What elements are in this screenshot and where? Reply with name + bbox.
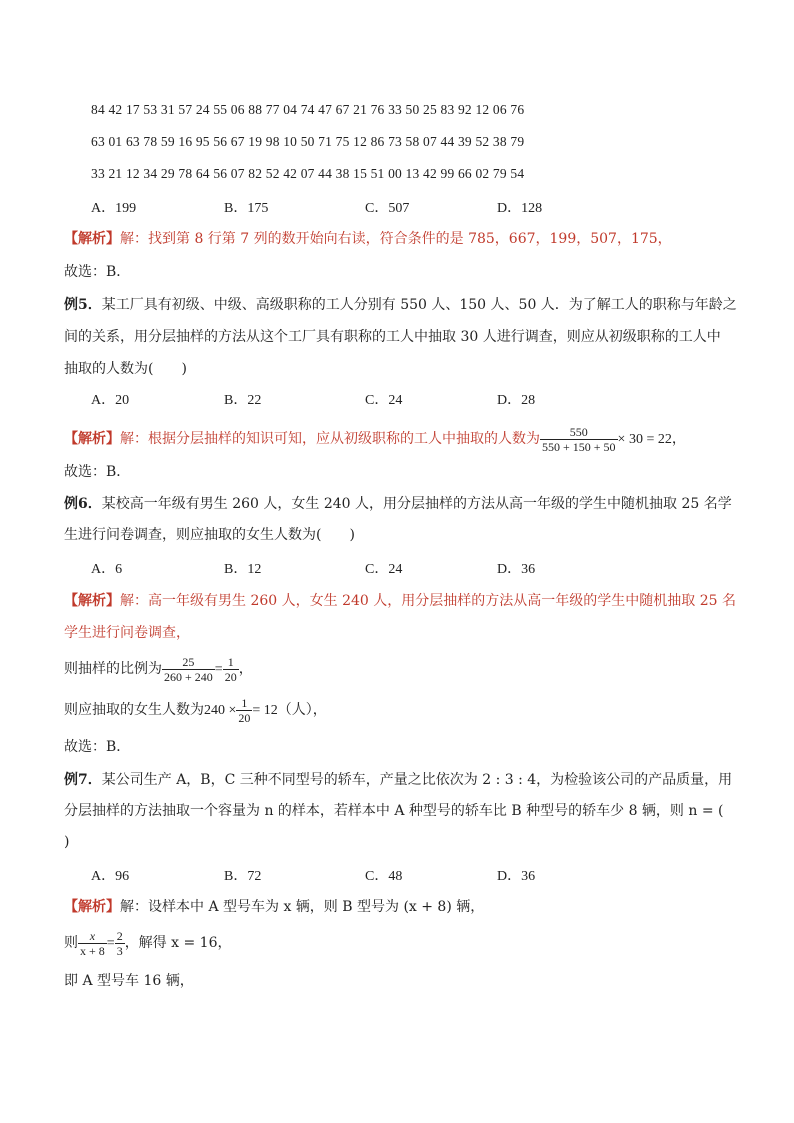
q6-option-b: B．12 (224, 562, 262, 577)
q4-analysis (64, 229, 672, 249)
q6-analysis-line-2: 学生进行问卷调查， (64, 625, 190, 641)
q7-final-line: 即 A 型号车 16 辆， (64, 973, 194, 989)
q7-option-d: D．36 (497, 869, 536, 884)
q6-stem-line-2: 生进行问卷调查，则应抽取的女生人数为( ) (64, 527, 355, 543)
q7-option-c: C．48 (365, 869, 403, 884)
analysis-tag: 【解析】 (64, 593, 120, 609)
q7-fraction-2: $\frac{2}{3}$ (116, 928, 123, 958)
q6-option-c: C．24 (365, 562, 403, 577)
q5-conclusion: 故选：B． (64, 464, 131, 480)
analysis-tag: 【解析】 (64, 431, 120, 447)
q7-label: 例7． (64, 772, 102, 788)
q7-equation-line: 则 $\frac{x}{x + 8}$ = $\frac{2}{3}$ ，解得 x = 16， (64, 928, 232, 958)
q5-option-d: D．28 (497, 393, 536, 408)
q6-label: 例6． (64, 496, 102, 512)
analysis-tag: 【解析】 (64, 899, 120, 915)
q6-ratio-fraction-2: $\frac{1}{20}$ (224, 654, 237, 684)
q5-option-a: A．20 (91, 393, 130, 408)
q6-stem-line-1: 例6．某校高一年级有男生 260 人，女生 240 人，用分层抽样的方法从高一年级的学生中随机抽取 25 名学 (64, 496, 732, 512)
q4-option-b: B．175 (224, 201, 269, 216)
q7-analysis-line-1: 【解析】解：设样本中 A 型号车为 x 辆，则 B 型号为 (x + 8) 辆， (64, 899, 485, 915)
q4-option-d: D．128 (497, 201, 543, 216)
q5-fraction: $\frac{550}{550 + 150 + 50}$ (542, 424, 616, 454)
q5-stem-line-2: 间的关系，用分层抽样的方法从这个工厂具有职称的工人中抽取 30 人进行调查，则应从初级职称的工人中 (64, 329, 721, 345)
random-table-row-3: 33 21 12 34 29 78 64 56 07 82 52 42 07 44 38 15 51 00 13 42 99 66 02 79 54 (91, 166, 525, 181)
q6-count-line: 则应抽取的女生人数为240 × $\frac{1}{20}$ = 12（人）， (64, 695, 327, 725)
q5-analysis: 【解析】解：根据分层抽样的知识可知，应从初级职称的工人中抽取的人数为 $\frac{550}{550 + 150 + 50}$ × 30 = 22， (64, 424, 686, 454)
q6-option-a: A．6 (91, 562, 123, 577)
q5-option-b: B．22 (224, 393, 262, 408)
q6-conclusion: 故选：B． (64, 739, 131, 755)
q7-option-b: B．72 (224, 869, 262, 884)
q6-ratio-line: 则抽样的比例为 $\frac{25}{260 + 240}$ = $\frac{1}{20}$ ， (64, 654, 253, 684)
q7-stem-line-3: ) (64, 834, 70, 850)
q7-fraction-1: $\frac{x}{x + 8}$ (80, 928, 105, 958)
q6-count-fraction: $\frac{1}{20}$ (238, 695, 251, 725)
q6-ratio-fraction-1: $\frac{25}{260 + 240}$ (164, 654, 213, 684)
q5-label: 例5． (64, 297, 102, 313)
q7-stem-line-1: 例7．某公司生产 A，B，C 三种不同型号的轿车，产量之比依次为 2 : 3 : 4，为检验该公司的产品质量，用 (64, 772, 733, 788)
q5-stem-line-3: 抽取的人数为( ) (64, 361, 187, 377)
q6-option-d: D．36 (497, 562, 536, 577)
q5-stem-line-1: 例5．某工厂具有初级、中级、高级职称的工人分别有 550 人、150 人、50 人．为了解工人的职称与年龄之 (64, 297, 737, 313)
q5-option-c: C．24 (365, 393, 403, 408)
q4-conclusion: 故选：B． (64, 264, 131, 280)
q7-option-a: A．96 (91, 869, 130, 884)
q6-analysis-line-1: 【解析】解：高一年级有男生 260 人，女生 240 人，用分层抽样的方法从高一年级的学生中随机抽取 25 名 (64, 593, 736, 609)
analysis-tag: 【解析】 (64, 231, 120, 247)
q4-option-a: A．199 (91, 201, 137, 216)
q4-option-c: C．507 (365, 201, 410, 216)
q4-analysis-text: 解：找到第 8 行第 7 列的数开始向右读，符合条件的是 785，667，199，507，175， (120, 231, 672, 247)
random-table-row-1: 84 42 17 53 31 57 24 55 06 88 77 04 74 47 67 21 76 33 50 25 83 92 12 06 76 (91, 102, 525, 117)
q7-stem-line-2: 分层抽样的方法抽取一个容量为 n 的样本，若样本中 A 种型号的轿车比 B 种型号的轿车少 8 辆，则 n = ( (64, 803, 724, 819)
random-table-row-2: 63 01 63 78 59 16 95 56 67 19 98 10 50 71 75 12 86 73 58 07 44 39 52 38 79 (91, 134, 525, 149)
